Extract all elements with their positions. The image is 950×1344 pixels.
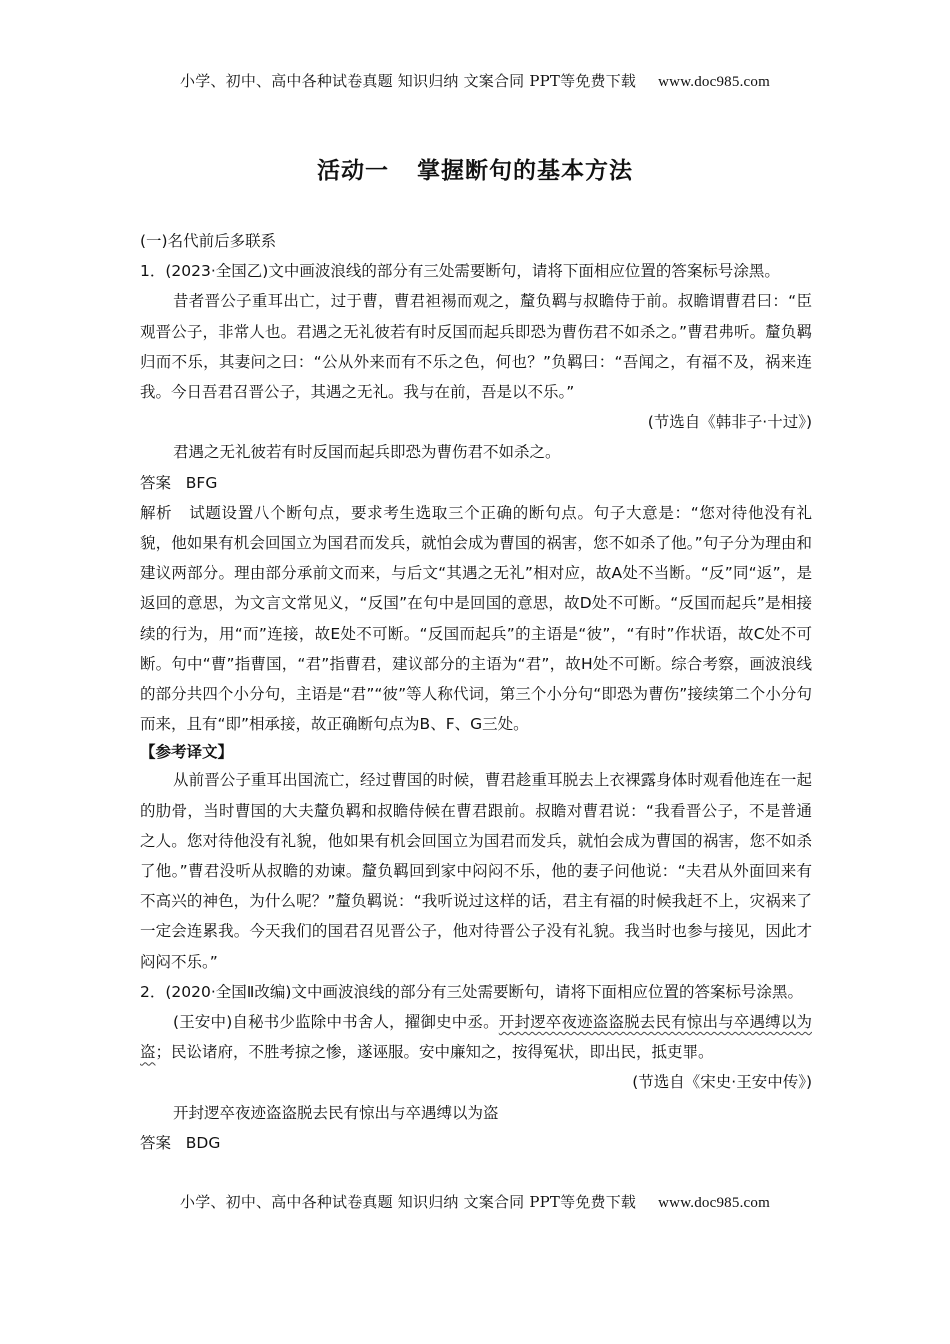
header-site: www.doc985.com	[658, 74, 770, 90]
q1-analysis-label: 解析	[140, 503, 173, 522]
q1-passage-wavy: 君遇之无礼彼若有时反国而起兵即恐为曹伤君不如杀之	[296, 322, 672, 341]
page-title	[0, 152, 950, 185]
q1-option-line: 君遇之无礼彼若有时反国而起兵即恐为曹伤君不如杀之。	[173, 443, 561, 462]
q1-answer	[140, 468, 812, 498]
q2-passage	[140, 1007, 812, 1067]
q1-passage	[140, 286, 812, 407]
footer-site: www.doc985.com	[658, 1195, 770, 1211]
q1-stem: 1．(2023·全国乙)文中画波浪线的部分有三处需要断句，请将下面相应位置的答案标号涂黑。	[140, 262, 780, 281]
q2-option-line: 开封逻卒夜迹盗盗脱去民有惊出与卒遇缚以为盗	[173, 1103, 499, 1122]
q2-stem: 2．(2020·全国Ⅱ改编)文中画波浪线的部分有三处需要断句，请将下面相应位置的答案标号涂黑。	[140, 982, 803, 1001]
q1-passage-b: 。”曹君弗听。釐负羁归而不乐，其妻问之曰：“公从外来而有不乐之色，何也？”负羁曰：“吾闻之，有福不及，祸来连我。今日吾君召晋公子，其遇之无礼。我与在前，吾是以不乐。”	[140, 322, 812, 402]
q2-answer	[140, 1128, 812, 1158]
q1-answer-value: BFG	[185, 473, 218, 492]
q1-passage-a: 昔者晋公子重耳出亡，过于曹，曹君袒裼而观之，釐负羁与叔瞻侍于前。叔瞻谓曹君曰：“臣观晋公子，非常人也。	[140, 292, 812, 341]
page-header	[0, 70, 950, 91]
q2-passage-a: (王安中)自秘书少监除中书舍人，擢御史中丞。	[173, 1013, 499, 1032]
content	[140, 226, 812, 1158]
q1-source: (节选自《韩非子·十过》)	[647, 413, 812, 432]
q1-analysis	[140, 498, 812, 740]
footer-text: 小学、初中、高中各种试卷真题 知识归纳 文案合同 PPT等免费下载	[180, 1193, 637, 1211]
title-part1: 活动一	[317, 158, 389, 184]
q1-translation: 从前晋公子重耳出国流亡，经过曹国的时候，曹君趁重耳脱去上衣裸露身体时观看他连在一起的肋骨，当时曹国的大夫釐负羁和叔瞻侍候在曹君跟前。叔瞻对曹君说：“我看晋公子，不是普通之人。您对待他没有礼貌，他如果有机会回国立为国君而发兵，就怕会成为曹国的祸害，您不如杀了他。”曹君没听从叔瞻的劝谏。釐负羁回到家中闷闷不乐，他的妻子问他说：“夫君从外面回来有不高兴的神色，为什么呢？”釐负羁说：“我听说过这样的话，君主有福的时候我赶不上，灾祸来了一定会连累我。今天我们的国君召见晋公子，他对待晋公子没有礼貌。我当时也参与接见，因此才闷闷不乐。”	[140, 771, 812, 971]
q2-answer-label: 答案	[140, 1133, 172, 1152]
q2-passage-wavy: 开封逻卒夜迹盗盗脱去民有惊出与卒遇缚以为盗	[140, 1013, 812, 1062]
q2-answer-value: BDG	[185, 1133, 221, 1152]
title-part2: 掌握断句的基本方法	[417, 158, 633, 184]
q1-analysis-text: 试题设置八个断句点，要求考生选取三个正确的断句点。句子大意是：“您对待他没有礼貌，他如果有机会回国立为国君而发兵，就怕会成为曹国的祸害，您不如杀了他。”句子分为理由和建议两部分。理由部分承前文而来，与后文“其遇之无礼”相对应，故A处不当断。“反”同“返”，是返回的意思，为文言文常见义，“反国”在句中是回国的意思，故D处不可断。“反国而起兵”是相接续的行为，用“而”连接，故E处不可断。“反国而起兵”的主语是“彼”，“有时”作状语，故C处不可断。句中“曹”指曹国，“君”指曹君，建议部分的主语为“君”，故H处不可断。综合考察，画波浪线的部分共四个小分句，主语是“君”“彼”等人称代词，第三个小分句“即恐为曹伤”接续第二个小分句而来，且有“即”相承接，故正确断句点为B、F、G三处。	[140, 503, 812, 734]
page-footer	[0, 1191, 950, 1212]
q1-translation-label: 【参考译文】	[140, 743, 234, 762]
q2-source: (节选自《宋史·王安中传》)	[632, 1073, 812, 1092]
q2-passage-b: ；民讼诸府，不胜考掠之惨，遂诬服。安中廉知之，按得冤状，即出民，抵吏罪。	[155, 1043, 714, 1062]
q1-answer-label: 答案	[140, 473, 172, 492]
header-text: 小学、初中、高中各种试卷真题 知识归纳 文案合同 PPT等免费下载	[180, 72, 637, 90]
section-heading: (一)名代前后多联系	[140, 232, 277, 250]
